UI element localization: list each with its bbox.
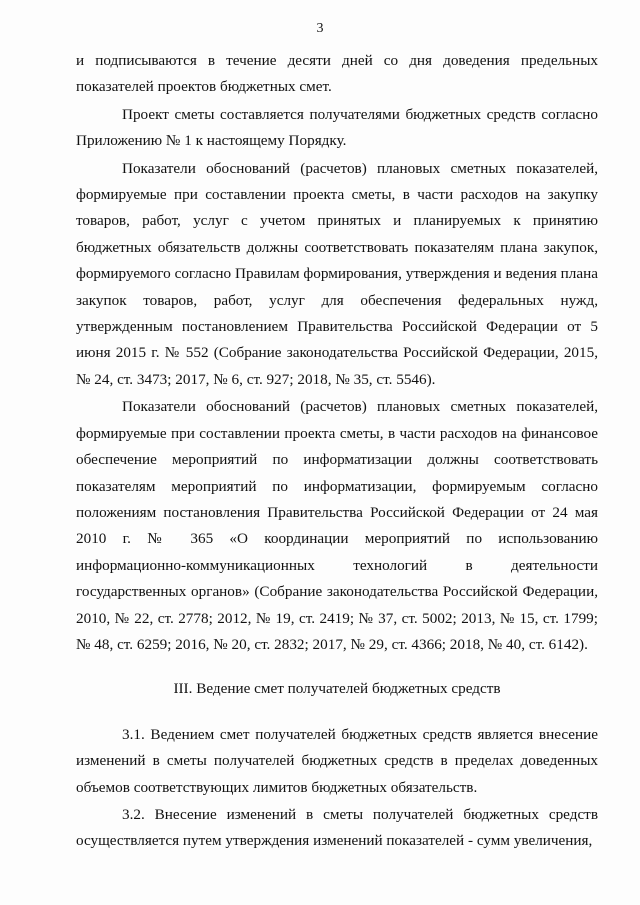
paragraph-informatization: Показатели обоснований (расчетов) плановых сметных показателей, формируемые при составлении проекта сметы, в части расходов на финансовое обеспечение мероприятий по информатизации должны соответствовать показателям мероприятий по информатизации, формируемым согласно положениям постановления Правительства Российской Федерации от 24 мая 2010 г. № 365 «О координации мероприятий по использованию информационно-коммуникационных технологий в деятельности государственных органов» (Собрание законодательства Российской Федерации, 2010, № 22, ст. 2778; 2012, № 19, ст. 2419; № 37, ст. 5002; 2013, № 15, ст. 1799; № 48, ст. 6259; 2016, № 20, ст. 2832; 2017, № 29, ст. 4366; 2018, № 40, ст. 6142). [76,398,598,653]
page-number: 3 [316,21,324,36]
paragraph-estimate-draft: Проект сметы составляется получателями бюджетных средств согласно Приложению № 1 к настоящему Порядку. [76,105,598,150]
section-heading: III. Ведение смет получателей бюджетных средств [173,680,501,698]
paragraph-procurement-plan: Показатели обоснований (расчетов) плановых сметных показателей, формируемые при составлении проекта сметы, в части расходов на закупку товаров, работ, услуг с учетом принятых и планируемых к принятию бюджетных обязательств должны соответствовать показателям плана закупок, формируемого согласно Правилам формирования, утверждения и ведения плана закупок товаров, работ, услуг для обеспечения федеральных нужд, утвержденным постановлением Правительства Российской Федерации от 5 июня 2015 г. № 552 (Собрание законодательства Российской Федерации, 2015, № 24, ст. 3473; 2017, № 6, ст. 927; 2018, № 35, ст. 5546). [76,159,598,388]
document-body [76,48,598,855]
paragraph-3-2: 3.2. Внесение изменений в сметы получателей бюджетных средств осуществляется путем утверждения изменений показателей - сумм увеличения, [76,805,598,850]
paragraph-continuation: и подписываются в течение десяти дней со дня доведения предельных показателей проектов бюджетных смет. [76,52,598,96]
paragraph-3-1: 3.1. Ведением смет получателей бюджетных средств является внесение изменений в сметы получателей бюджетных средств в пределах доведенных объемов соответствующих лимитов бюджетных обязательств. [76,725,598,796]
